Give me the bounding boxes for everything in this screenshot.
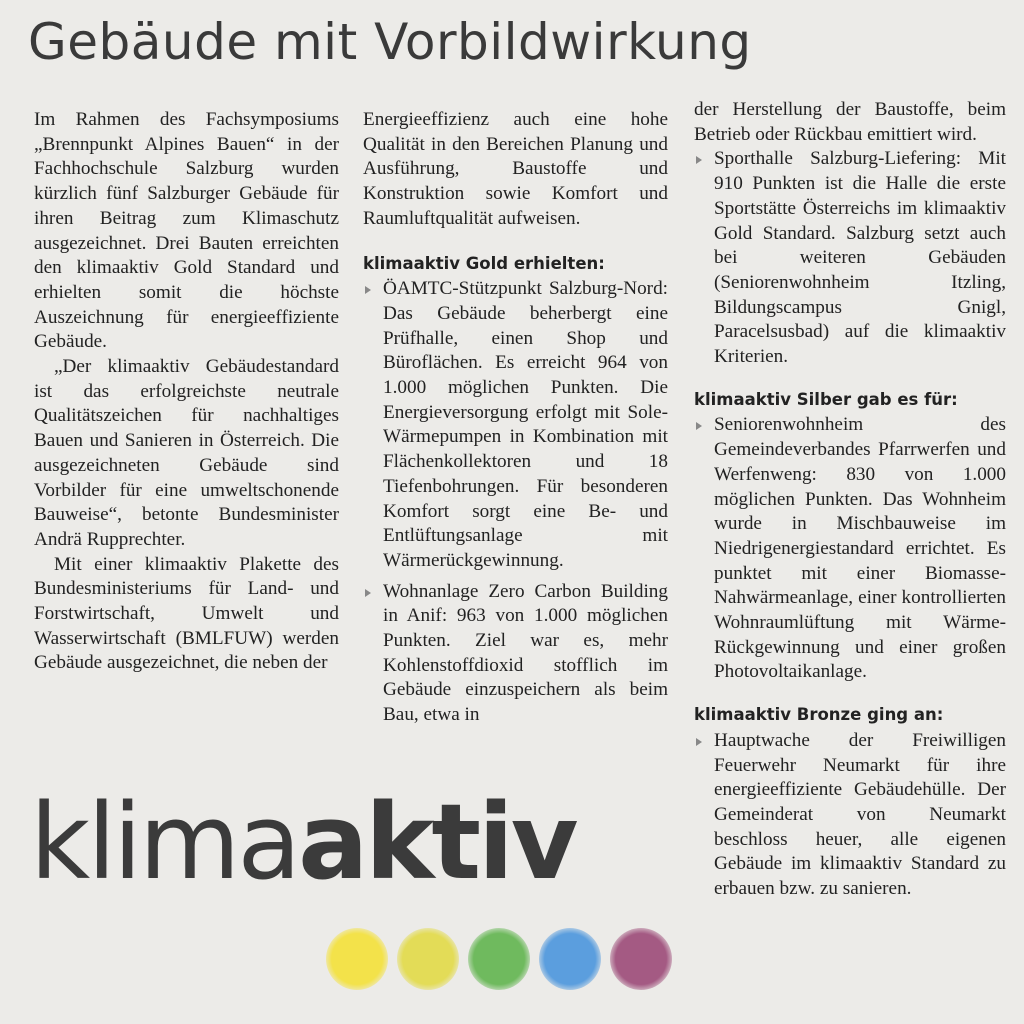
silver-item-seniorenwohnheim — [694, 413, 1006, 685]
logo-dot — [326, 928, 388, 990]
gold-item-sporthalle-text: Sporthalle Salzburg-Liefering: Mit 910 Punkten ist die Halle die erste Sportstätte Österreichs im klimaaktiv Gold Standard. Salzburg setzt auch bei weiteren Gebäuden (Seniorenwohnheim Itzling, Bildungscampus Gnigl, Paracelsusbad) auf die klimaaktiv Kriterien. — [714, 148, 1006, 368]
continuation-paragraph: Energieeffizienz auch eine hohe Qualität in den Bereichen Planung und Ausführung, Baustoffe und Konstruktion sowie Komfort und Raumluftqualität aufweisen. — [363, 109, 668, 229]
article-column-3 — [694, 98, 1006, 902]
bronze-item-feuerwehr-text: Hauptwache der Freiwilligen Feuerwehr Neumarkt für ihre energieeffiziente Gebäudehülle. Der Gemeinderat von Neumarkt beschloss heuer, alle eigenen Gebäude im klimaaktiv Standard zu erbauen bzw. zu sanieren. — [714, 729, 1006, 900]
gold-item-zero-carbon — [363, 580, 668, 728]
bullet-triangle-icon — [696, 156, 702, 164]
bronze-heading: klimaaktiv Bronze ging an: — [694, 705, 944, 725]
logo-dot — [397, 928, 459, 990]
plaque-paragraph: Mit einer klimaaktiv Plakette des Bundesministeriums für Land- und Forstwirtschaft, Umwelt und Wasserwirtschaft (BMLFUW) werden Gebäude ausgezeichnet, die neben der — [34, 553, 339, 674]
bullet-triangle-icon — [696, 422, 702, 430]
article-column-1 — [34, 108, 339, 676]
bullet-triangle-icon — [696, 738, 702, 746]
continuation-paragraph-2: der Herstellung der Baustoffe, beim Betrieb oder Rückbau emittiert wird. — [694, 99, 1006, 145]
gold-item-oeamtc — [363, 277, 668, 573]
gold-item-oeamtc-text: ÖAMTC-Stützpunkt Salzburg-Nord: Das Gebäude beherbergt eine Prüfhalle, einen Shop und Büroflächen. Es erreicht 964 von 1.000 möglichen Punkten. Die Energieversorgung erfolgt mit Sole-Wärmepumpen in Kombination mit Flächenkollektoren und 18 Tiefenbohrungen. Für besonderen Komfort sorgt eine Be- und Entlüftungsanlage mit Wärmerückgewinnung. — [383, 278, 668, 571]
bullet-triangle-icon — [365, 589, 371, 597]
logo-color-dots — [326, 928, 676, 994]
silver-item-seniorenwohnheim-text: Seniorenwohnheim des Gemeindeverbandes Pfarrwerfen und Werfenweng: 830 von 1.000 möglichen Punkten. Das Wohnheim wurde in Mischbauweise im Niedrigenergiestandard errichtet. Es punktet mit einer Biomasse-Nahwärmeanlage, einer kontrollierten Wohnraumlüftung mit Wärme-Rückgewinnung und einer großen Photovoltaikanlage. — [714, 414, 1006, 683]
intro-paragraph: Im Rahmen des Fachsymposiums „Brennpunkt Alpines Bauen“ in der Fachhochschule Salzburg wurden kürzlich fünf Salzburger Gebäude für ihren Beitrag zum Klimaschutz ausgezeichnet. Drei Bauten erreichten den klimaaktiv Gold Standard und erhielten somit die höchste Auszeichnung für energieeffiziente Gebäude. — [34, 109, 339, 353]
minister-quote-paragraph: „Der klimaaktiv Gebäudestandard ist das erfolgreichste neutrale Qualitätszeichen für nachhaltiges Bauen und Sanieren in Österreich. Die ausgezeichneten Gebäude sind Vorbilder für eine umweltschonende Bauweise“, betonte Bundesminister Andrä Rupprechter. — [34, 356, 339, 550]
logo-text-light: klima — [30, 781, 299, 903]
logo-dot — [610, 928, 672, 990]
logo-text-bold: aktiv — [298, 781, 576, 903]
bronze-item-feuerwehr — [694, 729, 1006, 902]
article-column-2 — [363, 108, 668, 728]
silver-heading: klimaaktiv Silber gab es für: — [694, 389, 958, 409]
bullet-triangle-icon — [365, 286, 371, 294]
gold-heading: klimaaktiv Gold erhielten: — [363, 253, 605, 273]
article-title: Gebäude mit Vorbildwirkung — [28, 13, 752, 71]
gold-item-sporthalle — [694, 147, 1006, 369]
logo-dot — [539, 928, 601, 990]
logo-dot — [468, 928, 530, 990]
gold-item-zero-carbon-text: Wohnanlage Zero Carbon Building in Anif: 963 von 1.000 möglichen Punkten. Ziel war es, mehr Kohlenstoffdioxid stofflich im Gebäude einzuspeichern als beim Bau, etwa in — [383, 580, 668, 726]
klimaaktiv-logo — [30, 782, 630, 902]
